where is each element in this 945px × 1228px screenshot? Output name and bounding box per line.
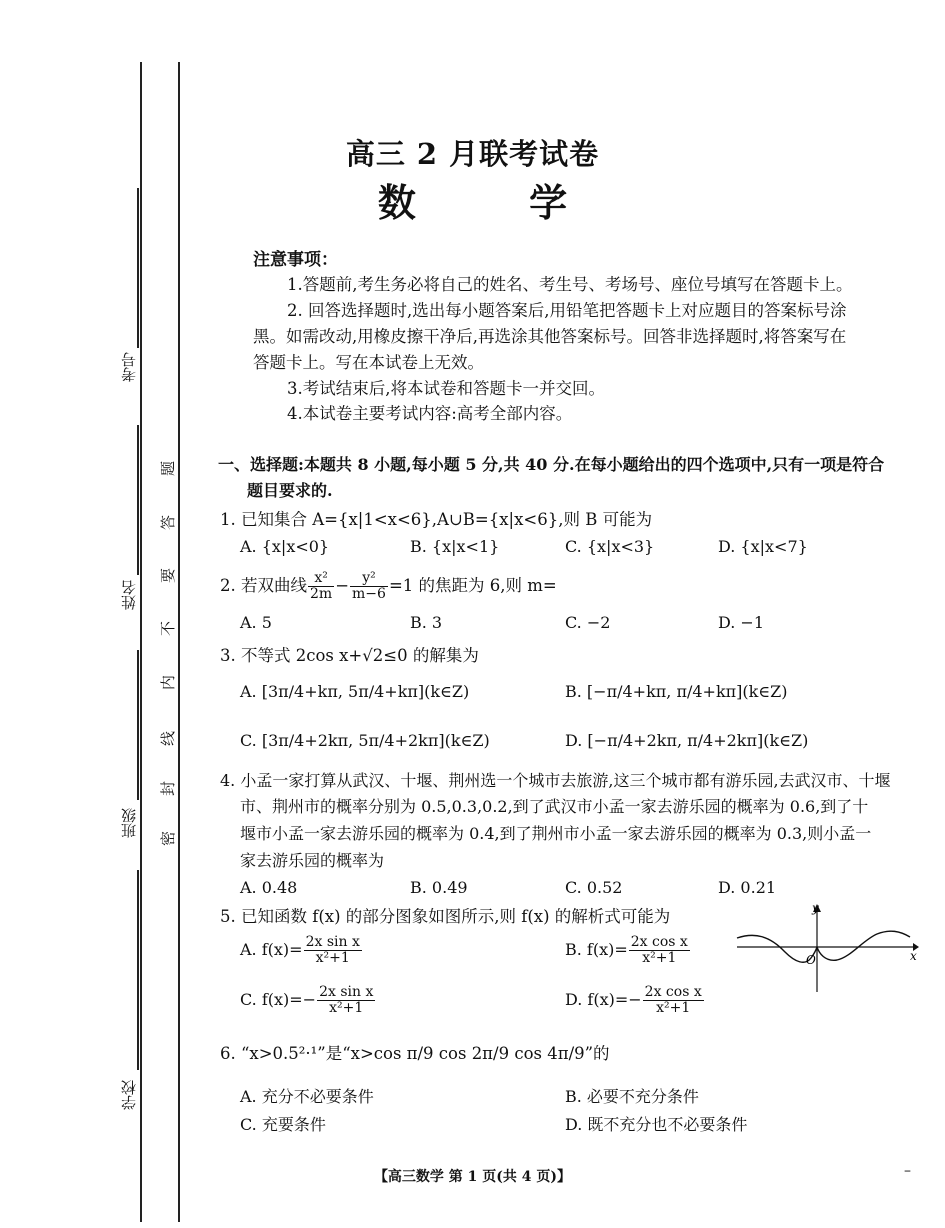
- school-label: 学校: [120, 1080, 138, 1110]
- subject-title: 数 学: [377, 180, 618, 225]
- q6-option-d: D. 既不充分也不必要条件: [565, 1115, 748, 1134]
- notice-item: 4.本试卷主要考试内容:高考全部内容。: [287, 404, 573, 423]
- q4-option-a: A. 0.48: [240, 878, 298, 897]
- seal-char: 题: [159, 460, 178, 477]
- q6-option-a: A. 充分不必要条件: [240, 1087, 374, 1106]
- q1-option-b: B. {x|x<1}: [410, 537, 500, 556]
- q5-option-c: C. f(x)=− $\frac{\text{2x sin x}}{\text{x²+1}}$: [240, 984, 374, 1016]
- footer-dash: –: [904, 1163, 911, 1179]
- seal-char: 不: [159, 620, 178, 637]
- q6-option-c: C. 充要条件: [240, 1115, 326, 1134]
- q4-option-b: B. 0.49: [410, 878, 468, 897]
- notice-item: 2. 回答选择题时,选出每小题答案后,用铅笔把答题卡上对应题目的答案标号涂: [287, 301, 847, 320]
- question-4-line: 家去游乐园的概率为: [240, 851, 385, 870]
- q6-option-b: B. 必要不充分条件: [565, 1087, 699, 1106]
- origin-label: O: [806, 953, 816, 967]
- q3-option-c: C. [3π/4+2kπ, 5π/4+2kπ](k∈Z): [240, 731, 490, 750]
- question-3-stem: 3. 不等式 2cos x+√2≤0 的解集为: [220, 646, 479, 665]
- notice-item: 1.答题前,考生务必将自己的姓名、考生号、考场号、座位号填写在答题卡上。: [287, 275, 853, 294]
- q2-option-a: A. 5: [240, 613, 272, 632]
- notice-item: 黑。如需改动,用橡皮擦干净后,再选涂其他答案标号。回答非选择题时,将答案写在: [253, 327, 847, 346]
- notice-item: 3.考试结束后,将本试卷和答题卡一并交回。: [287, 379, 605, 398]
- q2-option-d: D. −1: [718, 613, 765, 632]
- class-label: 班级: [120, 808, 138, 838]
- x-axis-label: x: [910, 949, 917, 963]
- seal-char: 答: [159, 514, 178, 531]
- q3-option-a: A. [3π/4+kπ, 5π/4+kπ](k∈Z): [240, 682, 470, 701]
- q2-fraction-y: $\frac{\text{y²}}{m-6}$: [352, 570, 386, 602]
- y-axis-label: y: [812, 901, 819, 915]
- binding-line-inner: [178, 62, 180, 1222]
- q5-option-b: B. f(x)= $\frac{\text{2x cos x}}{\text{x²+1}}$: [565, 934, 688, 966]
- page-footer: 【高三数学 第 1 页(共 4 页)】: [373, 1169, 572, 1185]
- q2-option-b: B. 3: [410, 613, 443, 632]
- binding-line-outer: [140, 62, 142, 1222]
- q3-option-d: D. [−π/4+2kπ, π/4+2kπ](k∈Z): [565, 731, 809, 750]
- exam-title: 高三 2 月联考试卷: [345, 137, 600, 171]
- question-1-stem: 1. 已知集合 A={x|1<x<6},A∪B={x|x<6},则 B 可能为: [220, 510, 653, 529]
- school-line: [137, 870, 139, 1070]
- question-4-line: 市、荆州市的概率分别为 0.5,0.3,0.2,到了武汉市小孟一家去游乐园的概率为 0.6,到了十: [240, 797, 869, 816]
- q5-option-d: D. f(x)=− $\frac{\text{2x cos x}}{\text{x²+1}}$: [565, 984, 702, 1016]
- q1-option-a: A. {x|x<0}: [240, 537, 330, 556]
- question-5-stem: 5. 已知函数 f(x) 的部分图象如图所示,则 f(x) 的解析式可能为: [220, 907, 671, 926]
- q5-option-a: A. f(x)= $\frac{\text{2x sin x}}{\text{x²+1}}$: [240, 934, 360, 966]
- question-2-stem: [220, 569, 557, 603]
- q2-option-c: C. −2: [565, 613, 611, 632]
- seal-char: 线: [159, 730, 178, 747]
- seal-char: 密: [159, 830, 178, 847]
- name-label: 姓名: [120, 580, 138, 610]
- section-heading: 一、选择题:本题共 8 小题,每小题 5 分,共 40 分.在每小题给出的四个选项中,只有一项是符合: [218, 455, 885, 474]
- question-4-line: 堰市小孟一家去游乐园的概率为 0.4,到了荆州市小孟一家去游乐园的概率为 0.3,则小孟一: [240, 824, 872, 843]
- q2-suffix: =1 的焦距为 6,则 m=: [388, 576, 557, 595]
- q2-minus: −: [335, 576, 350, 595]
- seal-char: 内: [159, 674, 178, 691]
- q5-function-graph: [735, 900, 920, 995]
- seal-char: 要: [159, 567, 178, 584]
- q4-option-c: C. 0.52: [565, 878, 623, 897]
- seal-char: 封: [159, 780, 178, 797]
- notice-heading: 注意事项：: [253, 250, 338, 270]
- q1-option-d: D. {x|x<7}: [718, 537, 808, 556]
- q4-option-d: D. 0.21: [718, 878, 777, 897]
- q2-fraction-x: $\frac{\text{x²}}{2m}$: [310, 570, 333, 602]
- name-line: [137, 425, 139, 575]
- question-6-stem: 6. “x>0.5²·¹”是“x>cos π/9 cos 2π/9 cos 4π/9”的: [220, 1044, 610, 1063]
- q1-option-c: C. {x|x<3}: [565, 537, 655, 556]
- class-line: [137, 650, 139, 800]
- notice-item: 答题卡上。写在本试卷上无效。: [253, 353, 484, 372]
- q3-option-b: B. [−π/4+kπ, π/4+kπ](k∈Z): [565, 682, 788, 701]
- q2-prefix: 2. 若双曲线: [220, 576, 307, 595]
- exam-number-label: 考号: [120, 352, 138, 382]
- question-4-line: 4. 小孟一家打算从武汉、十堰、荆州选一个城市去旅游,这三个城市都有游乐园,去武汉市、十堰: [220, 771, 891, 790]
- section-heading-cont: 题目要求的.: [247, 481, 333, 500]
